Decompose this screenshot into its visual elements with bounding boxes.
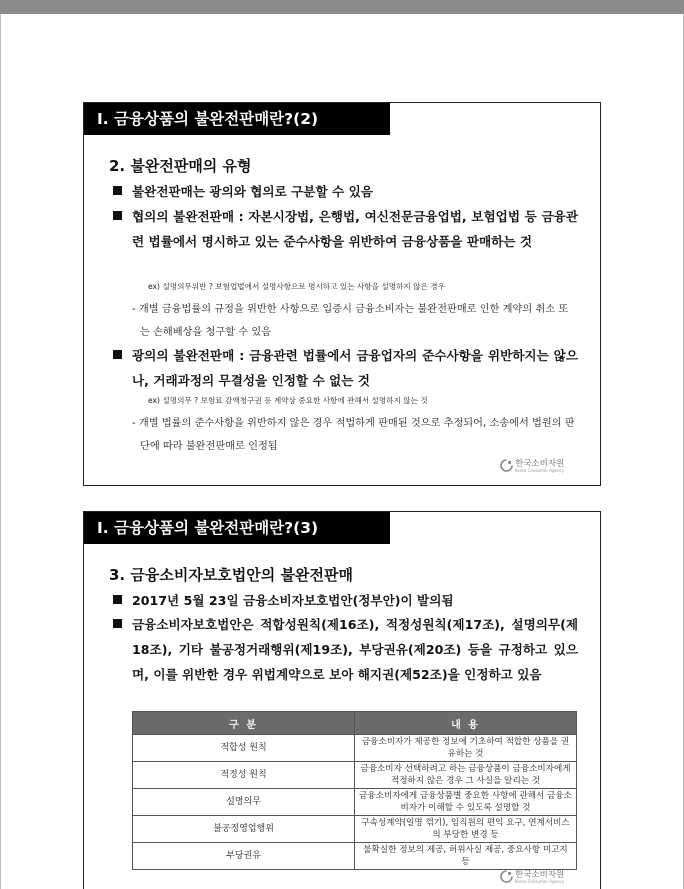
- kca-logo-icon: [500, 870, 513, 883]
- table-cell-content: 구속성계약(일명 꺾기), 임직원의 편익 요구, 연계서비스의 부당한 변경 등: [355, 816, 577, 843]
- slide-2: [83, 511, 601, 889]
- slide-2-bullet-1: [132, 588, 578, 613]
- square-bullet-icon: [113, 595, 122, 604]
- table-cell-content: 불확실한 정보의 제공, 허위사실 제공, 중요사항 미고지 등: [355, 843, 577, 870]
- slide-1-bullet-3: [132, 343, 578, 393]
- kca-logo-sub: Korea Consumer Agency: [515, 468, 565, 473]
- kca-logo-sub: Korea Consumer Agency: [515, 879, 565, 884]
- table-cell-category: 설명의무: [133, 789, 355, 816]
- table-cell-category: 부당권유: [133, 843, 355, 870]
- bullet-text: 불완전판매는 광의와 협의로 구분할 수 있음: [132, 184, 373, 199]
- table-cell-content: 금융소비자가 제공한 정보에 기초하여 적합한 상품을 권유하는 것: [355, 735, 577, 762]
- slide-2-heading: 3. 금융소비자보호법안의 불완전판매: [109, 566, 353, 584]
- table-row: [133, 762, 577, 789]
- slide-2-title: Ⅰ. 금융상품의 불완전판매란?(3): [84, 512, 390, 544]
- kca-logo-name: 한국소비자원: [515, 870, 565, 880]
- slide-1-example-2: ex) 설명의무 ? 보험료 감액청구권 등 계약상 중요한 사항에 관해서 설명하지 않는 것: [148, 396, 428, 405]
- square-bullet-icon: [113, 211, 122, 220]
- slide-1-heading: 2. 불완전판매의 유형: [109, 157, 252, 175]
- bullet-text: 금융소비자보호법안은 적합성원칙(제16조), 적정성원칙(제17조), 설명의무(제18조), 기타 불공정거래행위(제19조), 부당권유(제20조) 등을 규정하고 있으며, 이를 위반한 경우 위법계약으로 보아 해지권(제52조)을 인정하고 있음: [132, 617, 578, 682]
- slide-1-example-1: ex) 설명의무위반 ? 보험업법에서 설명사항으로 명시하고 있는 사항을 설명하지 않은 경우: [148, 282, 445, 291]
- table-header-content: 내 용: [355, 712, 577, 735]
- square-bullet-icon: [113, 619, 122, 628]
- slide-1: [83, 102, 601, 486]
- slide-1-bullet-1: [132, 179, 578, 204]
- page-edge-left: [0, 14, 1, 889]
- square-bullet-icon: [113, 186, 122, 195]
- slide-1-dash-2: - 개별 법률의 준수사항을 위반하지 않은 경우 적법하게 판매된 것으로 추정되어, 소송에서 법원의 판단에 따라 불완전판매로 인정됨: [132, 418, 575, 452]
- table-header-row: [133, 712, 577, 735]
- kca-logo: [500, 868, 570, 888]
- slide-1-dash-1: - 개별 금융법률의 규정을 위반한 사항으로 입증시 금융소비자는 불완전판매로 인한 계약의 취소 또는 손해배상을 청구할 수 있음: [132, 304, 569, 338]
- table-cell-content: 금융소비자에게 금융상품별 중요한 사항에 관해서 금융소비자가 이해할 수 있도록 설명할 것: [355, 789, 577, 816]
- table-cell-category: 적정성 원칙: [133, 762, 355, 789]
- kca-logo-icon: [500, 459, 513, 472]
- table-row: [133, 789, 577, 816]
- principles-table: [132, 711, 577, 870]
- table-cell-category: 불공정영업행위: [133, 816, 355, 843]
- table-row: [133, 816, 577, 843]
- slide-2-bullet-2: [132, 612, 578, 687]
- bullet-text: 광의의 불완전판매 : 금융관련 법률에서 금융업자의 준수사항을 위반하지는 않으나, 거래과정의 무결성을 인정할 수 없는 것: [132, 348, 578, 388]
- square-bullet-icon: [113, 350, 122, 359]
- slide-1-bullet-2: [132, 204, 578, 254]
- bullet-text: 2017년 5월 23일 금융소비자보호법안(정부안)이 발의됨: [132, 593, 454, 608]
- bullet-text: 협의의 불완전판매 : 자본시장법, 은행법, 여신전문금융업법, 보험업법 등 금융관련 법률에서 명시하고 있는 준수사항을 위반하여 금융상품을 판매하는 것: [132, 209, 578, 249]
- kca-logo: [500, 457, 570, 477]
- viewer-top-bar: [0, 0, 684, 14]
- table-row: [133, 735, 577, 762]
- table-cell-content: 금융소비자 선택하려고 하는 금융상품이 금융소비자에게 적정하지 않은 경우 그 사실을 알리는 것: [355, 762, 577, 789]
- slide-1-title: Ⅰ. 금융상품의 불완전판매란?(2): [84, 103, 390, 135]
- table-cell-category: 적합성 원칙: [133, 735, 355, 762]
- kca-logo-name: 한국소비자원: [515, 459, 565, 469]
- table-header-category: 구 분: [133, 712, 355, 735]
- table-row: [133, 843, 577, 870]
